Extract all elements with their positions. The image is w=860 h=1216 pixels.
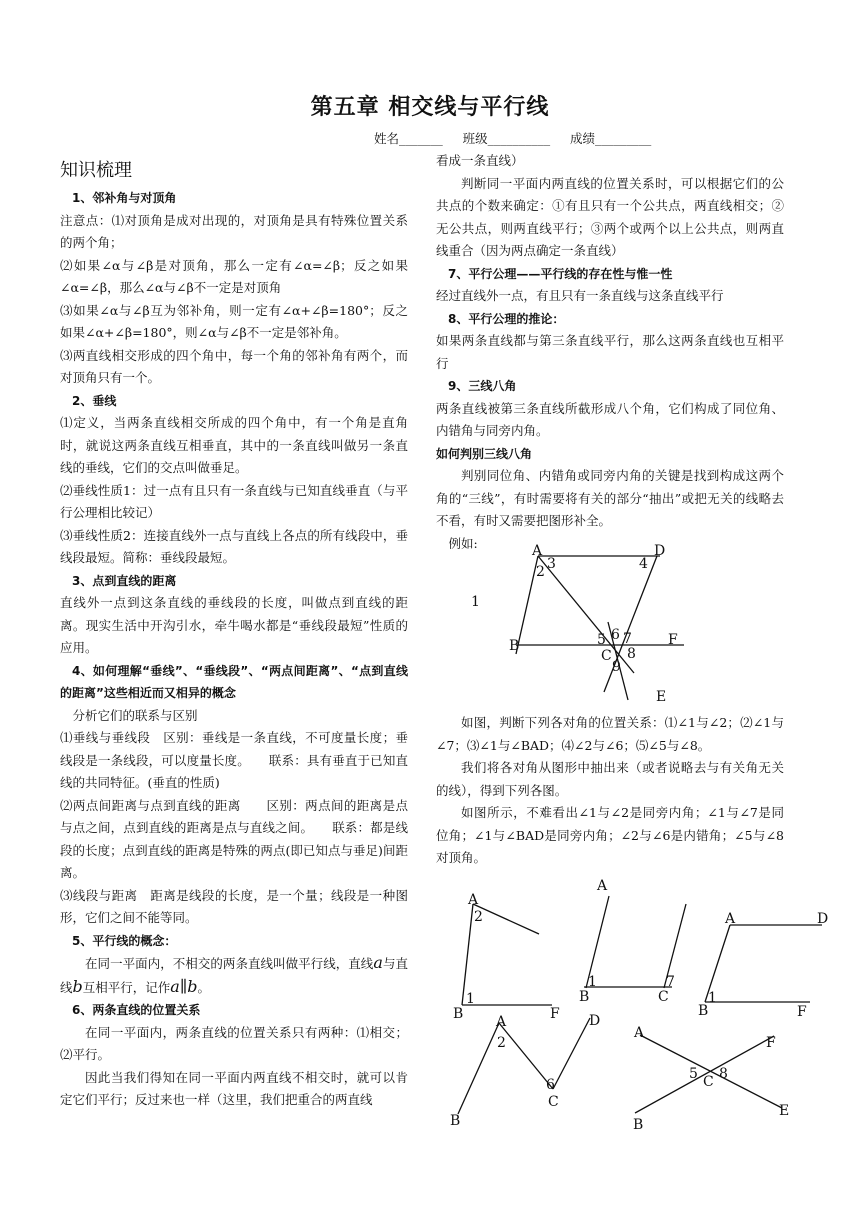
fe-C: C: [703, 1074, 714, 1090]
angle-5: 5: [597, 632, 606, 648]
fb-C: C: [658, 989, 669, 1005]
section-8-para: 如果两条直线都与第三条直线平行，那么这两条直线也互相平行: [436, 333, 784, 371]
fa-A: A: [468, 892, 479, 908]
right-column-lower: [436, 712, 784, 870]
fa-2: 2: [474, 909, 483, 925]
fd-D: D: [589, 1013, 601, 1029]
fc-1: 1: [708, 990, 717, 1006]
fd-C: C: [548, 1094, 559, 1110]
fa-F: F: [550, 1006, 560, 1022]
section-7-title: 7、平行公理——平行线的存在性与惟一性: [448, 266, 673, 281]
fb-B: B: [579, 989, 590, 1005]
page-title: 第五章 相交线与平行线: [310, 95, 550, 120]
section-1-title: 1、邻补角与对顶角: [72, 191, 177, 205]
section-1-para-3: ⑶如果∠α与∠β互为邻补角，则一定有∠α+∠β=180°；反之如果∠α+∠β=180°，则∠α与∠β不一定是邻补角。: [60, 302, 408, 340]
section-8-title: 8、平行公理的推论：: [448, 311, 565, 326]
s5-text-a: 在同一平面内，不相交的两条直线叫做平行线，直线: [85, 956, 374, 971]
section-heading: 知识梳理: [60, 160, 132, 181]
section-2-title: 2、垂线: [72, 393, 117, 408]
fb-1: 1: [588, 974, 597, 990]
score-field: 成绩_________: [570, 131, 652, 146]
class-field: 班级__________: [462, 131, 551, 146]
angle-9: 9: [612, 659, 621, 675]
label-F: F: [668, 632, 678, 648]
section-6-title: 6、两条直线的位置关系: [72, 1003, 201, 1017]
angle-4: 4: [639, 556, 648, 572]
section-9-title: 9、三线八角: [448, 379, 517, 393]
label-C: C: [601, 648, 612, 664]
section-4-title: 4、如何理解“垂线”、“垂线段”、“两点间距离”、“点到直线的距离”这些相近而又相异的概念: [60, 663, 408, 700]
fe-E: E: [779, 1103, 790, 1119]
section-1-para-1: 注意点：⑴对顶角是成对出现的，对顶角是具有特殊位置关系的两个角；: [60, 212, 408, 250]
angle-1-label: 1: [471, 594, 480, 610]
section-3-title: 3、点到直线的距离: [72, 573, 177, 588]
example-label: 例如:: [448, 535, 478, 551]
fb-7: 7: [666, 974, 675, 990]
fe-8: 8: [719, 1066, 728, 1082]
section-4-intro: 分析它们的联系与区别: [72, 707, 198, 723]
label-D: D: [654, 543, 666, 559]
fd-2: 2: [497, 1035, 506, 1051]
student-info: [374, 129, 651, 147]
var-a: a: [373, 953, 383, 972]
section-5-para: [60, 952, 408, 999]
question-para-3: 如图所示，不难看出∠1与∠2是同旁内角；∠1与∠7是同位角；∠1与∠BAD是同旁内角；∠2与∠6是内错角；∠5与∠8对顶角。: [436, 805, 784, 865]
var-b: b: [72, 976, 83, 996]
angle-7: 7: [623, 631, 632, 647]
right-para-1: 判断同一平面内两直线的位置关系时，可以根据它们的公共点的个数来确定：①有且只有一个公共点，两直线相交；②无公共点，则两直线平行；③两个或两个以上公共点，则两直线重合（因为两点确定一条直线）: [436, 175, 784, 258]
sub-figures: [440, 876, 840, 1136]
line-ac: [538, 556, 634, 673]
parallel-expr: a∥b: [170, 976, 198, 996]
fe-A: A: [634, 1025, 645, 1041]
fe-B: B: [633, 1117, 644, 1133]
label-E: E: [656, 689, 667, 705]
fe-5: 5: [689, 1066, 698, 1082]
label-B: B: [509, 638, 520, 654]
name-field: 姓名_______: [374, 131, 443, 146]
main-figure: [460, 538, 690, 708]
angle-8: 8: [627, 646, 636, 662]
angle-3: 3: [547, 556, 556, 572]
section-6-para-1: 在同一平面内，两条直线的位置关系只有两种：⑴相交；⑵平行。: [60, 1024, 408, 1062]
section-2-para-2: ⑵垂线性质1：过一点有且只有一条直线与已知直线垂直（与平行公理相比较记）: [60, 482, 408, 520]
fe-F: F: [766, 1035, 776, 1051]
section-1-para-2: ⑵如果∠α与∠β是对顶角，那么一定有∠α=∠β；反之如果∠α=∠β，那么∠α与∠β不一定是对顶角: [60, 257, 408, 295]
question-para-2: 我们将各对角从图形中抽出来（或者说略去与有关角无关的线），得到下列各图。: [436, 760, 784, 798]
angle-6: 6: [611, 627, 620, 643]
fb-A: A: [597, 878, 608, 894]
section-4-para-3: ⑶线段与距离 距离是线段的长度，是一个量；线段是一种图形，它们之间不能等同。: [60, 887, 408, 925]
section-2-para-1: ⑴定义，当两条直线相交所成的四个角中，有一个角是直角时，就说这两条直线互相垂直，其中的一条直线叫做另一条直线的垂线，它们的交点叫做垂足。: [60, 415, 408, 475]
fd-B: B: [450, 1113, 461, 1129]
fc-A: A: [725, 911, 736, 927]
section-2-para-3: ⑶垂线性质2：连接直线外一点与直线上各点的所有线段中，垂线段最短。简称：垂线段最短。: [60, 527, 408, 565]
section-1-para-4: ⑶两直线相交形成的四个角中，每一个角的邻补角有两个，而对顶角只有一个。: [60, 347, 408, 385]
fd-A: A: [496, 1014, 507, 1030]
s5-text-b: 与直线: [60, 956, 408, 995]
label-A: A: [532, 543, 543, 559]
s5-text-c: 互相平行，记作: [82, 979, 171, 995]
section-5-title: 5、平行线的概念：: [72, 933, 177, 948]
fc-F: F: [797, 1004, 807, 1020]
fc-B: B: [698, 1003, 709, 1019]
section-3-para-1: 直线外一点到这条直线的垂线段的长度，叫做点到直线的距离。现实生活中开沟引水，牵牛喝水都是“垂线段最短”性质的应用。: [60, 595, 408, 655]
how-title: 如何判别三线八角: [436, 446, 533, 461]
fa-1: 1: [466, 991, 475, 1007]
right-column: [436, 150, 784, 555]
left-column: [60, 155, 408, 1112]
angle-2: 2: [536, 564, 545, 580]
right-para-0: 看成一条直线）: [436, 153, 524, 168]
fc-D: D: [817, 911, 829, 927]
section-4-para-2: ⑵两点间距离与点到直线的距离 区别：两点间的距离是点与点之间，点到直线的距离是点与直线之间。 联系：都是线段的长度；点到直线的距离是特殊的两点(即已知点与垂足)间距离。: [60, 797, 408, 880]
fa-B: B: [453, 1006, 464, 1022]
section-4-para-1: ⑴垂线与垂线段 区别：垂线是一条直线，不可度量长度；垂线段是一条线段，可以度量长度。 联系：具有垂直于已知直线的共同特征。(垂直的性质): [60, 730, 408, 790]
question-para-1: 如图，判断下列各对角的位置关系：⑴∠1与∠2；⑵∠1与∠7；⑶∠1与∠BAD；⑷∠2与∠6；⑸∠5与∠8。: [436, 715, 784, 753]
section-7-para: 经过直线外一点，有且只有一条直线与这条直线平行: [436, 288, 724, 303]
fd-6: 6: [546, 1077, 555, 1093]
section-6-para-2: 因此当我们得知在同一平面内两直线不相交时，就可以肯定它们平行；反过来也一样（这里，我们把重合的两直线: [60, 1069, 408, 1107]
s5-text-d: 。: [197, 979, 210, 995]
how-para: 判别同位角、内错角或同旁内角的关键是找到构成这两个角的“三线”，有时需要将有关的部分“抽出”或把无关的线略去不看，有时又需要把图形补全。: [436, 468, 784, 528]
line-ab: [516, 556, 538, 654]
section-9-para: 两条直线被第三条直线所截形成八个角，它们构成了同位角、内错角与同旁内角。: [436, 400, 784, 438]
